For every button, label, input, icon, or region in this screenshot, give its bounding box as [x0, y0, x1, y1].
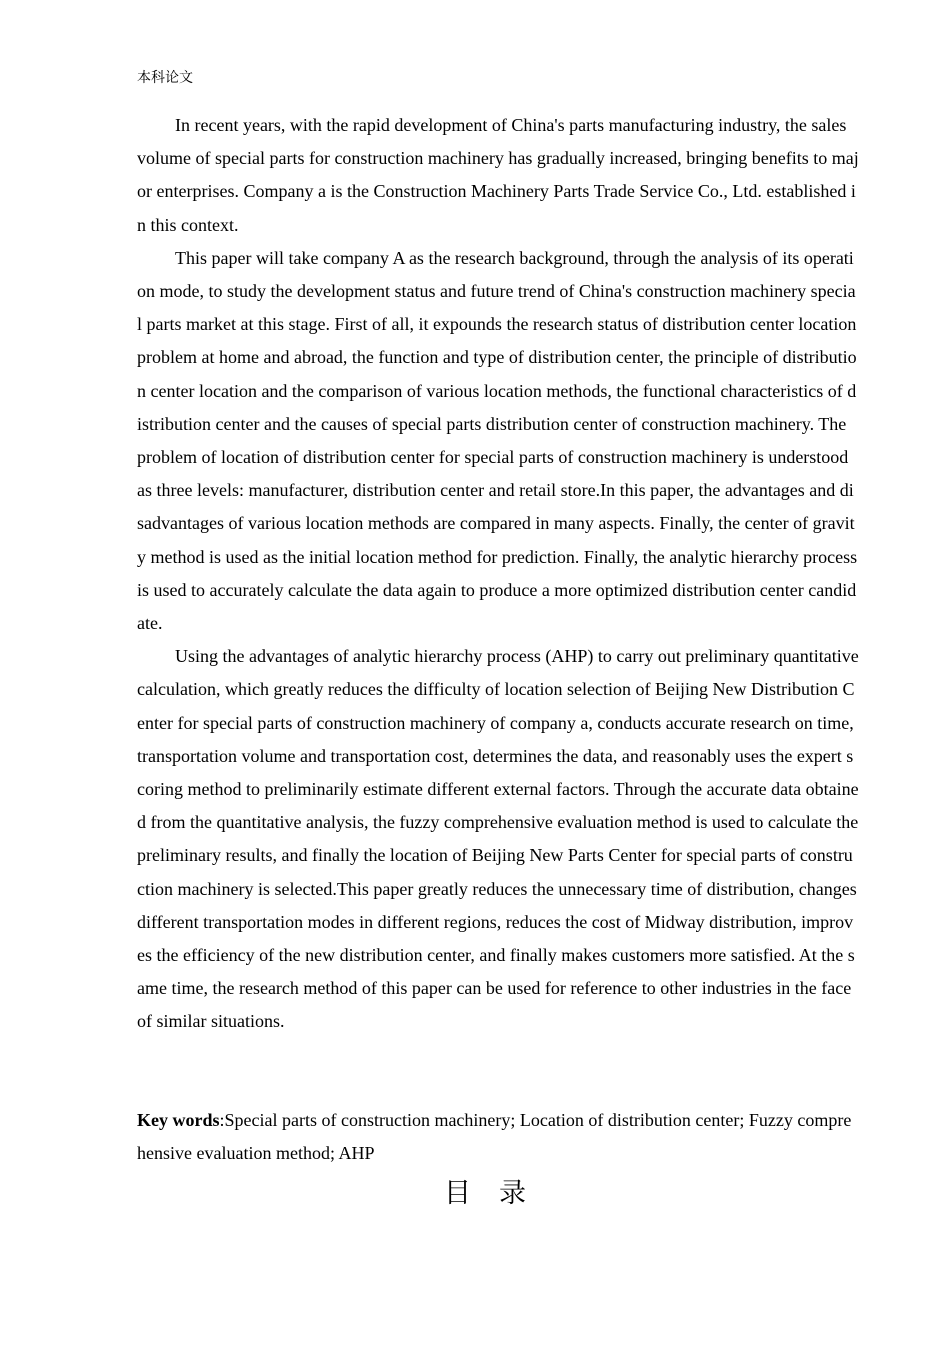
keywords-label: Key words [137, 1110, 220, 1130]
abstract-paragraph-1: In recent years, with the rapid development of China's parts manufacturing industry, the sales volume of special parts for construction machinery has gradually increased, bringing benefits to major enterprises. Company a is the Construction Machinery Parts Trade Service Co., Ltd. established in this context. [137, 115, 859, 235]
toc-title: 目录 [444, 1178, 554, 1209]
page-header: 本科论文 [137, 70, 193, 86]
abstract-paragraph-2: This paper will take company A as the research background, through the analysis of its operation mode, to study the development status and future trend of China's construction machinery special parts market at this stage. First of all, it expounds the research status of distribution center location problem at home and abroad, the function and type of distribution center, the principle of distribution center location and the comparison of various location methods, the functional characteristics of distribution center and the causes of special parts distribution center of construction machinery. The problem of location of distribution center for special parts of construction machinery is understood as three levels: manufacturer, distribution center and retail store.In this paper, the advantages and disadvantages of various location methods are compared in many aspects. Finally, the center of gravity method is used as the initial location method for prediction. Finally, the analytic hierarchy process is used to accurately calculate the data again to produce a more optimized distribution center candidate. [137, 247, 858, 634]
abstract-body [137, 109, 859, 1039]
keywords-line [137, 1104, 859, 1170]
abstract-paragraph-3: Using the advantages of analytic hierarchy process (AHP) to carry out preliminary quantitative calculation, which greatly reduces the difficulty of location selection of Beijing New Distribution Center for special parts of construction machinery of company a, conducts accurate research on time, transportation volume and transportation cost, determines the data, and reasonably uses the expert scoring method to preliminarily estimate different external factors. Through the accurate data obtained from the quantitative analysis, the fuzzy comprehensive evaluation method is used to calculate the preliminary results, and finally the location of Beijing New Parts Center for special parts of construction machinery is selected.This paper greatly reduces the unnecessary time of distribution, changes different transportation modes in different regions, reduces the cost of Midway distribution, improves the efficiency of the new distribution center, and finally makes customers more satisfied. At the same time, the research method of this paper can be used for reference to other industries in the face of similar situations. [137, 646, 859, 1032]
keywords-text: :Special parts of construction machinery; Location of distribution center; Fuzzy comprehensive evaluation method; AHP [137, 1110, 852, 1164]
